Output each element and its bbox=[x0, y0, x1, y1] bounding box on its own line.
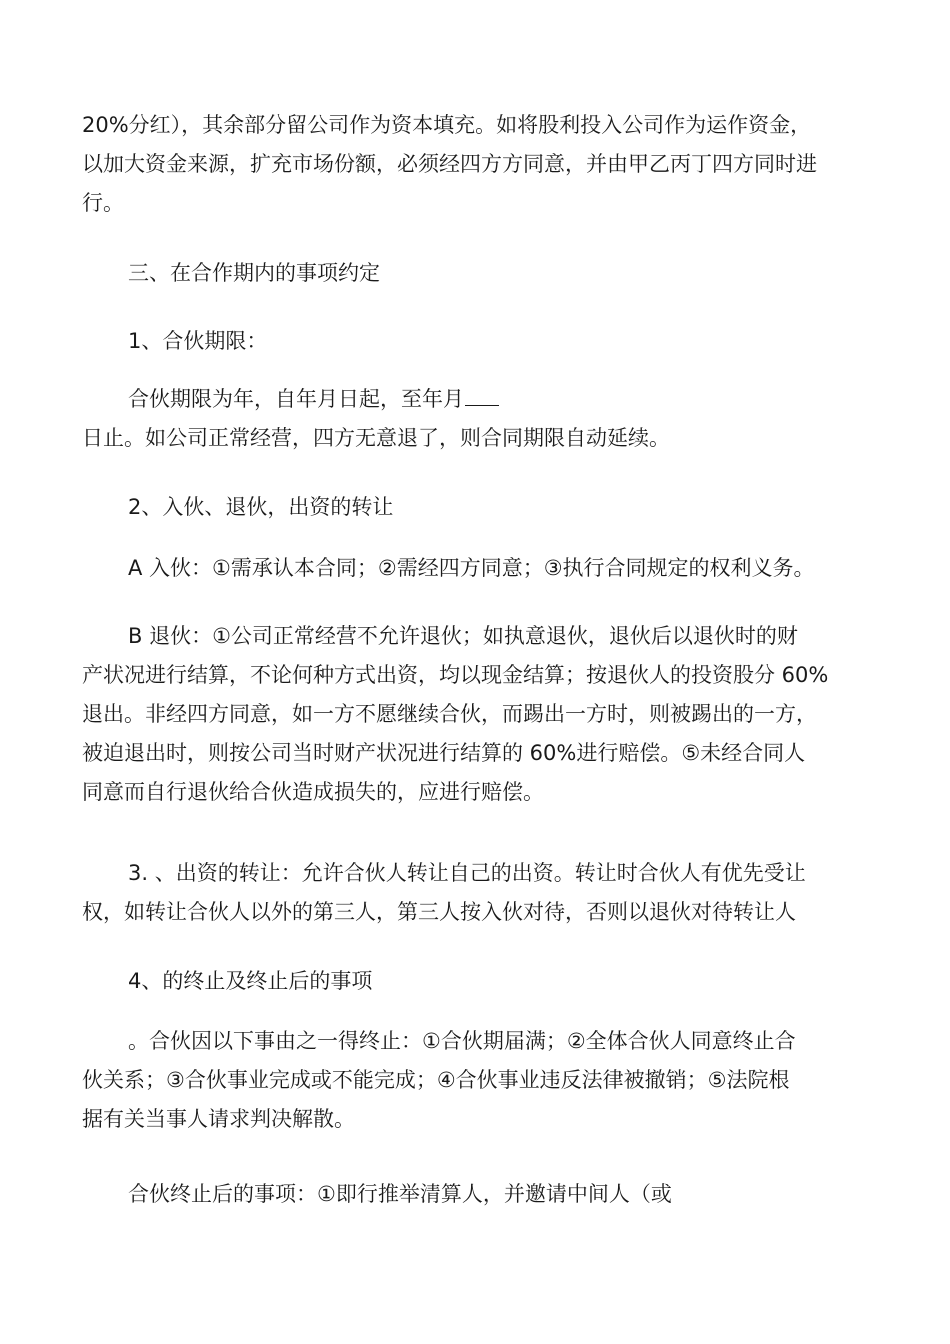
text-line: 日止。如公司正常经营，四方无意退了，则合同期限自动延续。 bbox=[82, 426, 670, 450]
text-line: 产状况进行结算，不论何种方式出资，均以现金结算；按退伙人的投资股分 60% bbox=[82, 663, 829, 687]
item-1-title bbox=[82, 322, 872, 361]
term-text: 合伙期限为年，自年月日起，至年月 bbox=[128, 387, 464, 411]
text-line: 退出。非经四方同意，如一方不愿继续合伙，而踢出一方时，则被踢出的一方， bbox=[82, 702, 817, 726]
text-line: 同意而自行退伙给合伙造成损失的，应进行赔偿。 bbox=[82, 780, 544, 804]
paragraph-termination bbox=[82, 1022, 872, 1139]
text-line: 3. 、出资的转让：允许合伙人转让自己的出资。转让时合伙人有优先受让 bbox=[128, 861, 806, 885]
item-4-title bbox=[82, 962, 872, 1001]
text-line: 20%分红），其余部分留公司作为资本填充。如将股利投入公司作为运作资金， bbox=[82, 113, 812, 137]
text-line: 。合伙因以下事由之一得终止：①合伙期届满；②全体合伙人同意终止合 bbox=[128, 1029, 796, 1053]
text-line: 被迫退出时，则按公司当时财产状况进行结算的 60%进行赔偿。⑤未经合同人 bbox=[82, 741, 806, 765]
text-line: 行。 bbox=[82, 191, 124, 215]
text-line: B 退伙：①公司正常经营不允许退伙；如执意退伙，退伙后以退伙时的财 bbox=[128, 624, 798, 648]
text-line: A 入伙：①需承认本合同；②需经四方同意；③执行合同规定的权利义务。 bbox=[128, 556, 815, 580]
paragraph-join bbox=[82, 549, 872, 588]
paragraph-withdraw bbox=[82, 617, 872, 812]
text-line: 伙关系；③合伙事业完成或不能完成；④合伙事业违反法律被撤销；⑤法院根 bbox=[82, 1068, 790, 1092]
paragraph-term bbox=[82, 380, 872, 458]
text-line: 权，如转让合伙人以外的第三人，第三人按入伙对待，否则以退伙对待转让人 bbox=[82, 900, 796, 924]
text-line: 以加大资金来源，扩充市场份额，必须经四方方同意，并由甲乙丙丁四方同时进 bbox=[82, 152, 817, 176]
heading-text: 三、在合作期内的事项约定 bbox=[128, 261, 380, 285]
heading-text: 2、入伙、退伙，出资的转让 bbox=[128, 495, 394, 519]
paragraph-after-termination bbox=[82, 1175, 872, 1214]
fill-in-blank bbox=[465, 383, 499, 406]
text-line: 据有关当事人请求判决解散。 bbox=[82, 1107, 355, 1131]
heading-text: 4、的终止及终止后的事项 bbox=[128, 969, 373, 993]
section-heading-3 bbox=[82, 254, 872, 293]
paragraph-dividend bbox=[82, 106, 872, 223]
heading-text: 1、合伙期限： bbox=[128, 329, 268, 353]
text-line: 合伙终止后的事项：①即行推举清算人，并邀请中间人（或 bbox=[128, 1182, 672, 1206]
text-line bbox=[82, 380, 872, 419]
paragraph-transfer bbox=[82, 854, 872, 932]
item-2-title bbox=[82, 488, 872, 527]
